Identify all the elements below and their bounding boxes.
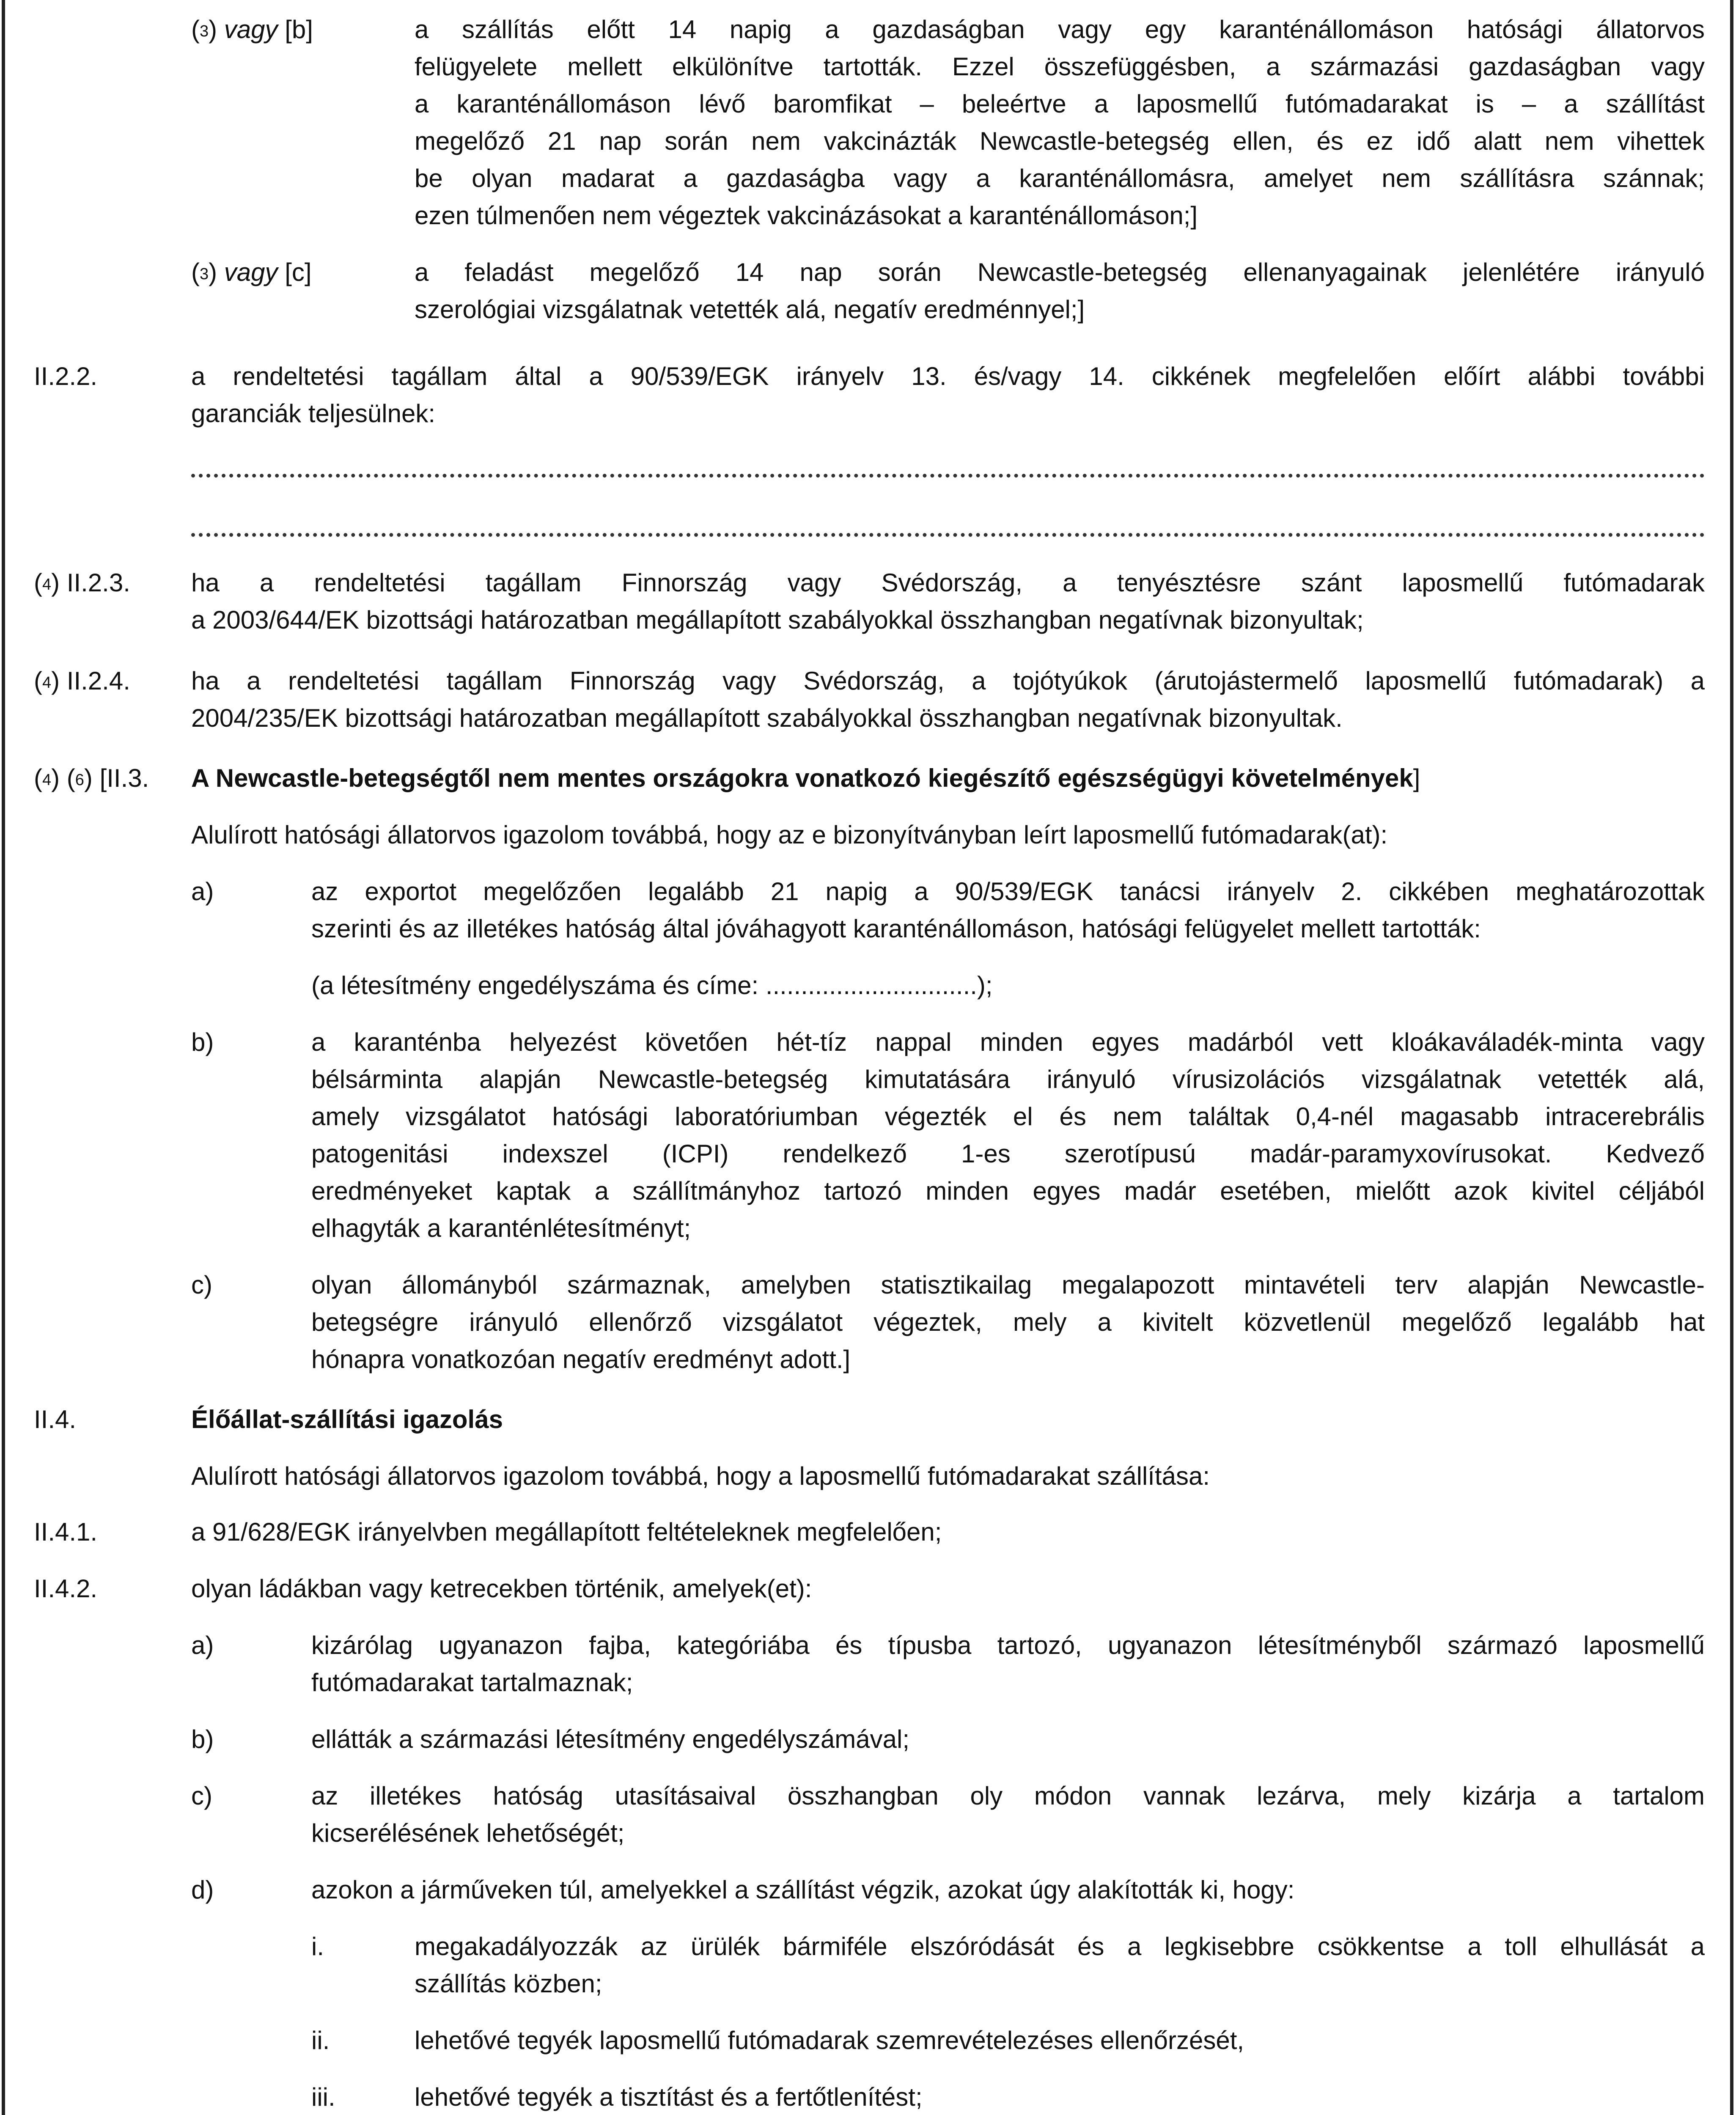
section-line: ha a rendeltetési tagállam Finnország vagy Svédország, a tojótyúkok (árutojástermelő laposmellű futómadarak) a bbox=[191, 667, 1705, 695]
item-line: azokon a járműveken túl, amelyekkel a szállítást végzik, azokat úgy alakították ki, hogy: bbox=[311, 1876, 1295, 1904]
item-line: futómadarakat tartalmaznak; bbox=[311, 1668, 633, 1697]
section-line: ha a rendeltetési tagállam Finnország vagy Svédország, a tenyésztésre szánt laposmellű futómadarak bbox=[191, 569, 1705, 597]
item-line: patogenitási indexszel (ICPI) rendelkező 1-es szerotípusú madár-paramyxovírusokat. Kedvező bbox=[311, 1140, 1705, 1168]
item-line: hónapra vonatkozóan negatív eredményt adott.] bbox=[311, 1345, 851, 1373]
item-letter: c) bbox=[191, 1782, 212, 1810]
section-line: a rendeltetési tagállam által a 90/539/EGK irányelv 13. és/vagy 14. cikkének megfelelően előírt alábbi további bbox=[191, 362, 1705, 390]
item-line: bélsárminta alapján Newcastle-betegség kimutatására irányuló vírusizolációs vizsgálatnak vetették alá, bbox=[311, 1065, 1705, 1093]
section-line: olyan ládákban vagy ketrecekben történik, amelyek(et): bbox=[191, 1574, 812, 1603]
item-letter: a) bbox=[191, 877, 214, 906]
item-line: az illetékes hatóság utasításaival összhangban oly módon vannak lezárva, mely kizárja a tartalom bbox=[311, 1782, 1705, 1810]
item-line: amely vizsgálatot hatósági laboratóriumban végezték el és nem találtak 0,4-nél magasabb intracerebrális bbox=[311, 1102, 1705, 1131]
section-line: garanciák teljesülnek: bbox=[191, 399, 436, 428]
option-b-line: ezen túlmenően nem végeztek vakcinázásokat a karanténállomáson;] bbox=[415, 201, 1198, 230]
fill-in-dotted-line bbox=[191, 470, 1705, 478]
option-label-c: ($^3$) vagy [c] bbox=[191, 258, 312, 286]
item-line: az exportot megelőzően legalább 21 napig a 90/539/EGK tanácsi irányelv 2. cikkében meghatározottak bbox=[311, 877, 1705, 906]
section-line: 2004/235/EK bizottsági határozatban megállapított szabályokkal összhangban negatívnak bizonyultak. bbox=[191, 704, 1343, 732]
option-b-line: a szállítás előtt 14 napig a gazdaságban vagy egy karanténállomáson hatósági állatorvos bbox=[415, 15, 1705, 44]
section-number: II.4.2. bbox=[34, 1574, 98, 1603]
option-c-line: szerológiai vizsgálatnak vetették alá, negatív eredménnyel;] bbox=[415, 295, 1085, 324]
item-line: szerinti és az illetékes hatóság által jóváhagyott karanténállomáson, hatósági felügyelet mellett tartották: bbox=[311, 915, 1481, 943]
item-line: betegségre irányuló ellenőrző vizsgálatot végeztek, mely a kivitelt közvetlenül megelőző legalább hat bbox=[311, 1308, 1705, 1336]
section-number: II.4. bbox=[34, 1405, 77, 1434]
option-b-line: felügyelete mellett elkülönítve tartották. Ezzel összefüggésben, a származási gazdaságban vagy bbox=[415, 52, 1705, 81]
sub-item-line: megakadályozzák az ürülék bármiféle elszóródását és a legkisebbre csökkentse a toll elhullását a bbox=[415, 1932, 1705, 1961]
section-number: II.4.1. bbox=[34, 1518, 98, 1546]
section-number: II.2.2. bbox=[34, 362, 98, 390]
item-letter: a) bbox=[191, 1631, 214, 1659]
item-line: kicserélésének lehetőségét; bbox=[311, 1819, 625, 1847]
section-number: ($^4$) ($^6$) [II.3. bbox=[34, 764, 149, 792]
item-line: ellátták a származási létesítmény engedélyszámával; bbox=[311, 1725, 909, 1753]
section-line: a 2003/644/EK bizottsági határozatban megállapított szabályokkal összhangban negatívnak bizonyultak; bbox=[191, 606, 1364, 634]
sub-item-number: ii. bbox=[311, 2026, 330, 2055]
section-intro: Alulírott hatósági állatorvos igazolom továbbá, hogy az e bizonyítványban leírt laposmellű futómadarak(at): bbox=[191, 821, 1388, 849]
option-b-line: megelőző 21 nap során nem vakcinázták Newcastle-betegség ellen, és ez idő alatt nem vihettek bbox=[415, 127, 1705, 155]
item-letter: b) bbox=[191, 1725, 214, 1753]
sub-item-number: iii. bbox=[311, 2083, 335, 2111]
item-letter: b) bbox=[191, 1028, 214, 1056]
section-number: ($^4$) II.2.4. bbox=[34, 667, 130, 695]
item-line: eredményeket kaptak a szállítmányhoz tartozó minden egyes madár esetében, mielőtt azok kivitel céljából bbox=[311, 1177, 1705, 1205]
sub-item-line: szállítás közben; bbox=[415, 1969, 602, 1998]
item-letter: d) bbox=[191, 1876, 214, 1904]
section-number: ($^4$) II.2.3. bbox=[34, 569, 130, 597]
item-line: elhagyták a karanténlétesítményt; bbox=[311, 1214, 691, 1242]
option-b-line: be olyan madarat a gazdaságba vagy a karanténállomásra, amelyet nem szállításra szánnak; bbox=[415, 164, 1705, 192]
section-line: a 91/628/EGK irányelvben megállapított feltételeknek megfelelően; bbox=[191, 1518, 942, 1546]
section-heading: A Newcastle-betegségtől nem mentes országokra vonatkozó kiegészítő egészségügyi követelmények] bbox=[191, 764, 1420, 792]
establishment-placeholder: (a létesítmény engedélyszáma és címe: ..............................); bbox=[311, 971, 993, 1000]
item-line: olyan állományból származnak, amelyben statisztikailag megalapozott mintavételi terv alapján Newcastle- bbox=[311, 1271, 1705, 1299]
item-letter: c) bbox=[191, 1271, 212, 1299]
option-c-line: a feladást megelőző 14 nap során Newcastle-betegség ellenanyagainak jelenlétére irányuló bbox=[415, 258, 1705, 286]
option-label-b: ($^3$) vagy [b] bbox=[191, 15, 313, 44]
item-line: kizárólag ugyanazon fajba, kategóriába és típusba tartozó, ugyanazon létesítményből származó laposmellű bbox=[311, 1631, 1705, 1659]
fill-in-dotted-line bbox=[191, 529, 1705, 537]
option-b-line: a karanténállomáson lévő baromfikat – beleértve a laposmellű futómadarakat is – a szállítást bbox=[415, 90, 1705, 118]
sub-item-line: lehetővé tegyék laposmellű futómadarak szemrevételezéses ellenőrzését, bbox=[415, 2026, 1244, 2055]
sub-item-line: lehetővé tegyék a tisztítást és a fertőtlenítést; bbox=[415, 2083, 923, 2111]
item-line: a karanténba helyezést követően hét-tíz nappal minden egyes madárból vett kloákaváladék-minta vagy bbox=[311, 1028, 1705, 1056]
sub-item-number: i. bbox=[311, 1932, 324, 1961]
section-heading: Élőállat-szállítási igazolás bbox=[191, 1405, 503, 1434]
section-intro: Alulírott hatósági állatorvos igazolom továbbá, hogy a laposmellű futómadarakat szállítása: bbox=[191, 1462, 1210, 1490]
